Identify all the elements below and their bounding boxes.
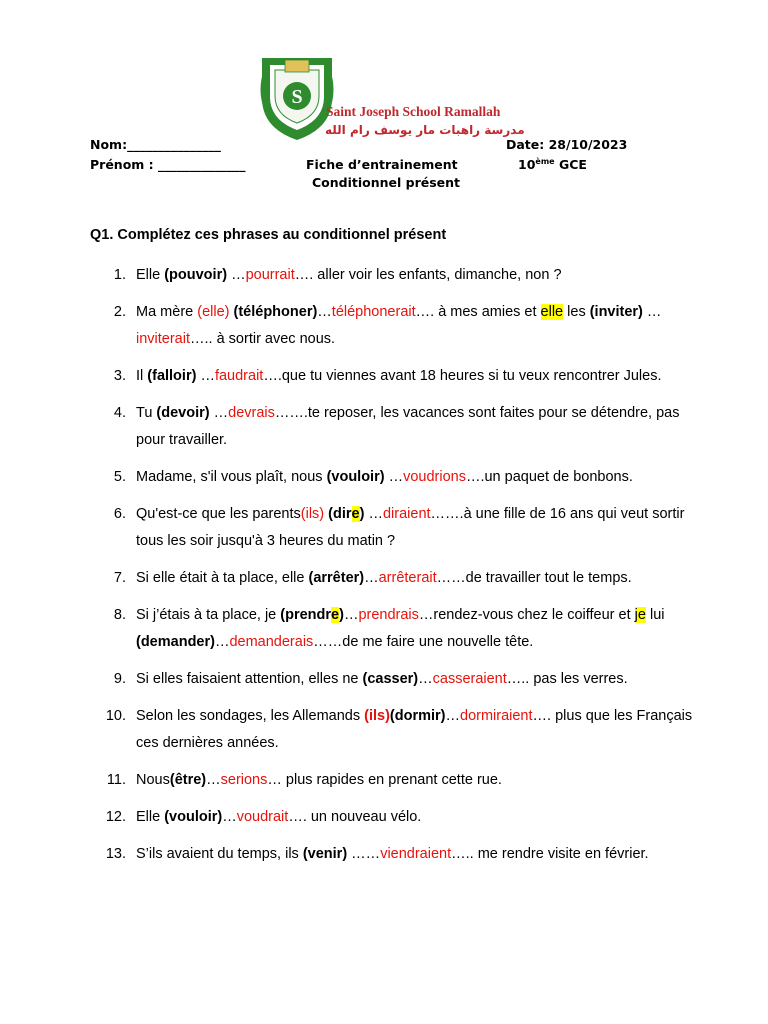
answer-text: devrais (228, 405, 275, 421)
sentence-text: … (364, 570, 379, 586)
verb-prompt: (inviter) (589, 304, 643, 320)
answer-text: voudrions (403, 469, 466, 485)
exercise-item (104, 666, 704, 693)
sentence-text: ……de travailler tout le temps. (436, 570, 632, 586)
verb-prompt: (vouloir) (326, 469, 385, 485)
item-number: 9. (113, 671, 126, 687)
class-label (518, 157, 587, 172)
answer-text: faudrait (214, 368, 264, 384)
sentence-text: Madame, s'il vous plaît, nous (136, 469, 327, 485)
fiche-title: Fiche d’entrainement (306, 157, 458, 172)
answer-text: (ils) (364, 708, 390, 724)
sentence-text: … (642, 304, 662, 320)
exercise-item (104, 804, 704, 831)
answer-text: serions (220, 772, 268, 788)
item-number: 12. (105, 809, 126, 825)
verb-prompt: (pouvoir) (164, 267, 228, 283)
answer-text: téléphonerait (331, 304, 416, 320)
answer-text: (elle) (197, 304, 230, 320)
exercise-item (104, 565, 704, 592)
verb-prompt: (dormir) (389, 708, 446, 724)
school-logo (252, 50, 525, 142)
item-number: 7. (113, 570, 126, 586)
sentence-text: …. un nouveau vélo. (288, 809, 422, 825)
sentence-text: … (343, 607, 359, 623)
item-number: 2. (113, 304, 126, 320)
sentence-text: Nous (136, 772, 170, 788)
sentence-text: … (222, 809, 237, 825)
exercise-item (104, 464, 704, 491)
sentence-text: … (227, 267, 246, 283)
sentence-text: Qu'est-ce que les parents (136, 506, 301, 522)
sentence-text: …… (347, 846, 381, 862)
sentence-text: Elle (136, 267, 165, 283)
item-number: 3. (113, 368, 126, 384)
exercise-item (104, 299, 704, 353)
sentence-text: …. à mes amies et (415, 304, 541, 320)
answer-text: arrêterait (378, 570, 437, 586)
answer-text: diraient (382, 506, 431, 522)
verb-prompt: (demander) (136, 634, 215, 650)
prenom-field: Prénom : ______________ (90, 157, 246, 172)
school-name-arabic: مدرسة راهبات مار يوسف رام الله (325, 123, 525, 137)
item-number: 8. (113, 607, 126, 623)
answer-text: casseraient (432, 671, 507, 687)
sentence-text: …….à une fille de 16 ans qui veut sortir tous les soir jusqu'à 3 heures du matin ? (136, 506, 685, 549)
sentence-text: … plus rapides en prenant cette rue. (267, 772, 502, 788)
sentence-text: ….que tu viennes avant 18 heures si tu veux rencontrer Jules. (263, 368, 662, 384)
sentence-text: … (445, 708, 460, 724)
class-sup: ème (535, 157, 555, 166)
sentence-text: ….. à sortir avec nous. (190, 331, 336, 347)
sentence-text: …rendez-vous chez le coiffeur et (418, 607, 635, 623)
sentence-text: ……de me faire une nouvelle tête. (313, 634, 534, 650)
verb-prompt: e (351, 506, 360, 522)
verb-prompt: (dir (328, 506, 352, 522)
sentence-text: …….te reposer, les vacances sont faites pour se détendre, pas pour travailler. (136, 405, 680, 448)
sentence-text: Il (136, 368, 148, 384)
item-number: 1. (113, 267, 126, 283)
sentence-text: … (317, 304, 332, 320)
sentence-text: les (563, 304, 590, 320)
verb-prompt: (casser) (362, 671, 419, 687)
sentence-text: … (418, 671, 433, 687)
verb-prompt: ) (339, 607, 344, 623)
verb-prompt: (prendr (280, 607, 332, 623)
sentence-text: … (384, 469, 404, 485)
answer-text: dormiraient (460, 708, 533, 724)
answer-text: pourrait (245, 267, 295, 283)
sentence-text: ….. me rendre visite en février. (451, 846, 649, 862)
sentence-text: ….un paquet de bonbons. (465, 469, 633, 485)
verb-prompt: (arrêter) (308, 570, 365, 586)
sentence-text: Si elle était à ta place, elle (136, 570, 309, 586)
answer-text: (ils) (300, 506, 325, 522)
item-number: 6. (113, 506, 126, 522)
item-number: 11. (106, 772, 126, 788)
sentence-text: elle (540, 304, 564, 320)
item-number: 10. (105, 708, 126, 724)
exercise-item (104, 767, 704, 794)
verb-prompt: ) (359, 506, 365, 522)
class-name: GCE (558, 157, 587, 173)
school-crest (262, 58, 332, 140)
verb-prompt: (être) (169, 772, 207, 788)
exercise-item (104, 262, 704, 289)
date: Date: 28/10/2023 (506, 137, 628, 152)
exercise-item (104, 363, 704, 390)
crest-letter: S (291, 86, 303, 108)
answer-text: viendraient (380, 846, 452, 862)
sentence-text: je (634, 607, 646, 623)
sentence-text: lui (645, 607, 665, 623)
sentence-text: Tu (136, 405, 157, 421)
item-number: 5. (113, 469, 126, 485)
exercise-list (104, 262, 704, 868)
exercise-item (104, 400, 704, 454)
answer-text: voudrait (236, 809, 289, 825)
sentence-text: Si j’étais à ta place, je (136, 607, 281, 623)
sentence-text: …. aller voir les enfants, dimanche, non ? (294, 267, 562, 283)
answer-text: demanderais (229, 634, 314, 650)
sentence-text: … (209, 405, 229, 421)
question-title: Q1. Complétez ces phrases au conditionnel présent (90, 227, 447, 243)
class-number: 10 (518, 157, 536, 173)
verb-prompt: (téléphoner) (233, 304, 318, 320)
exercise-item (104, 501, 704, 555)
sentence-text: S’ils avaient du temps, ils (136, 846, 303, 862)
sentence-text: ….. pas les verres. (506, 671, 628, 687)
verb-prompt: e (331, 607, 340, 623)
fiche-subtitle: Conditionnel présent (312, 175, 461, 190)
sentence-text: … (196, 368, 215, 384)
answer-text: prendrais (358, 607, 419, 623)
exercise-item (104, 602, 704, 656)
exercise-item (104, 703, 704, 757)
sentence-text: … (364, 506, 383, 522)
item-number: 13. (105, 846, 126, 862)
sentence-text: Si elles faisaient attention, elles ne (136, 671, 363, 687)
item-number: 4. (113, 405, 126, 421)
school-name: Saint Joseph School Ramallah (326, 104, 501, 119)
sentence-text: Ma mère (136, 304, 198, 320)
verb-prompt: (venir) (302, 846, 348, 862)
exercise-item (104, 841, 704, 868)
sentence-text: …. plus que les Français ces dernières années. (136, 708, 693, 751)
sentence-text: … (206, 772, 221, 788)
sentence-text: Selon les sondages, les Allemands (136, 708, 365, 724)
verb-prompt: (vouloir) (164, 809, 223, 825)
nom-field: Nom:_______________ (90, 137, 221, 152)
sentence-text: Elle (136, 809, 165, 825)
verb-prompt: (devoir) (156, 405, 210, 421)
verb-prompt: (falloir) (147, 368, 197, 384)
sentence-text: … (214, 634, 230, 650)
answer-text: inviterait (136, 331, 190, 347)
